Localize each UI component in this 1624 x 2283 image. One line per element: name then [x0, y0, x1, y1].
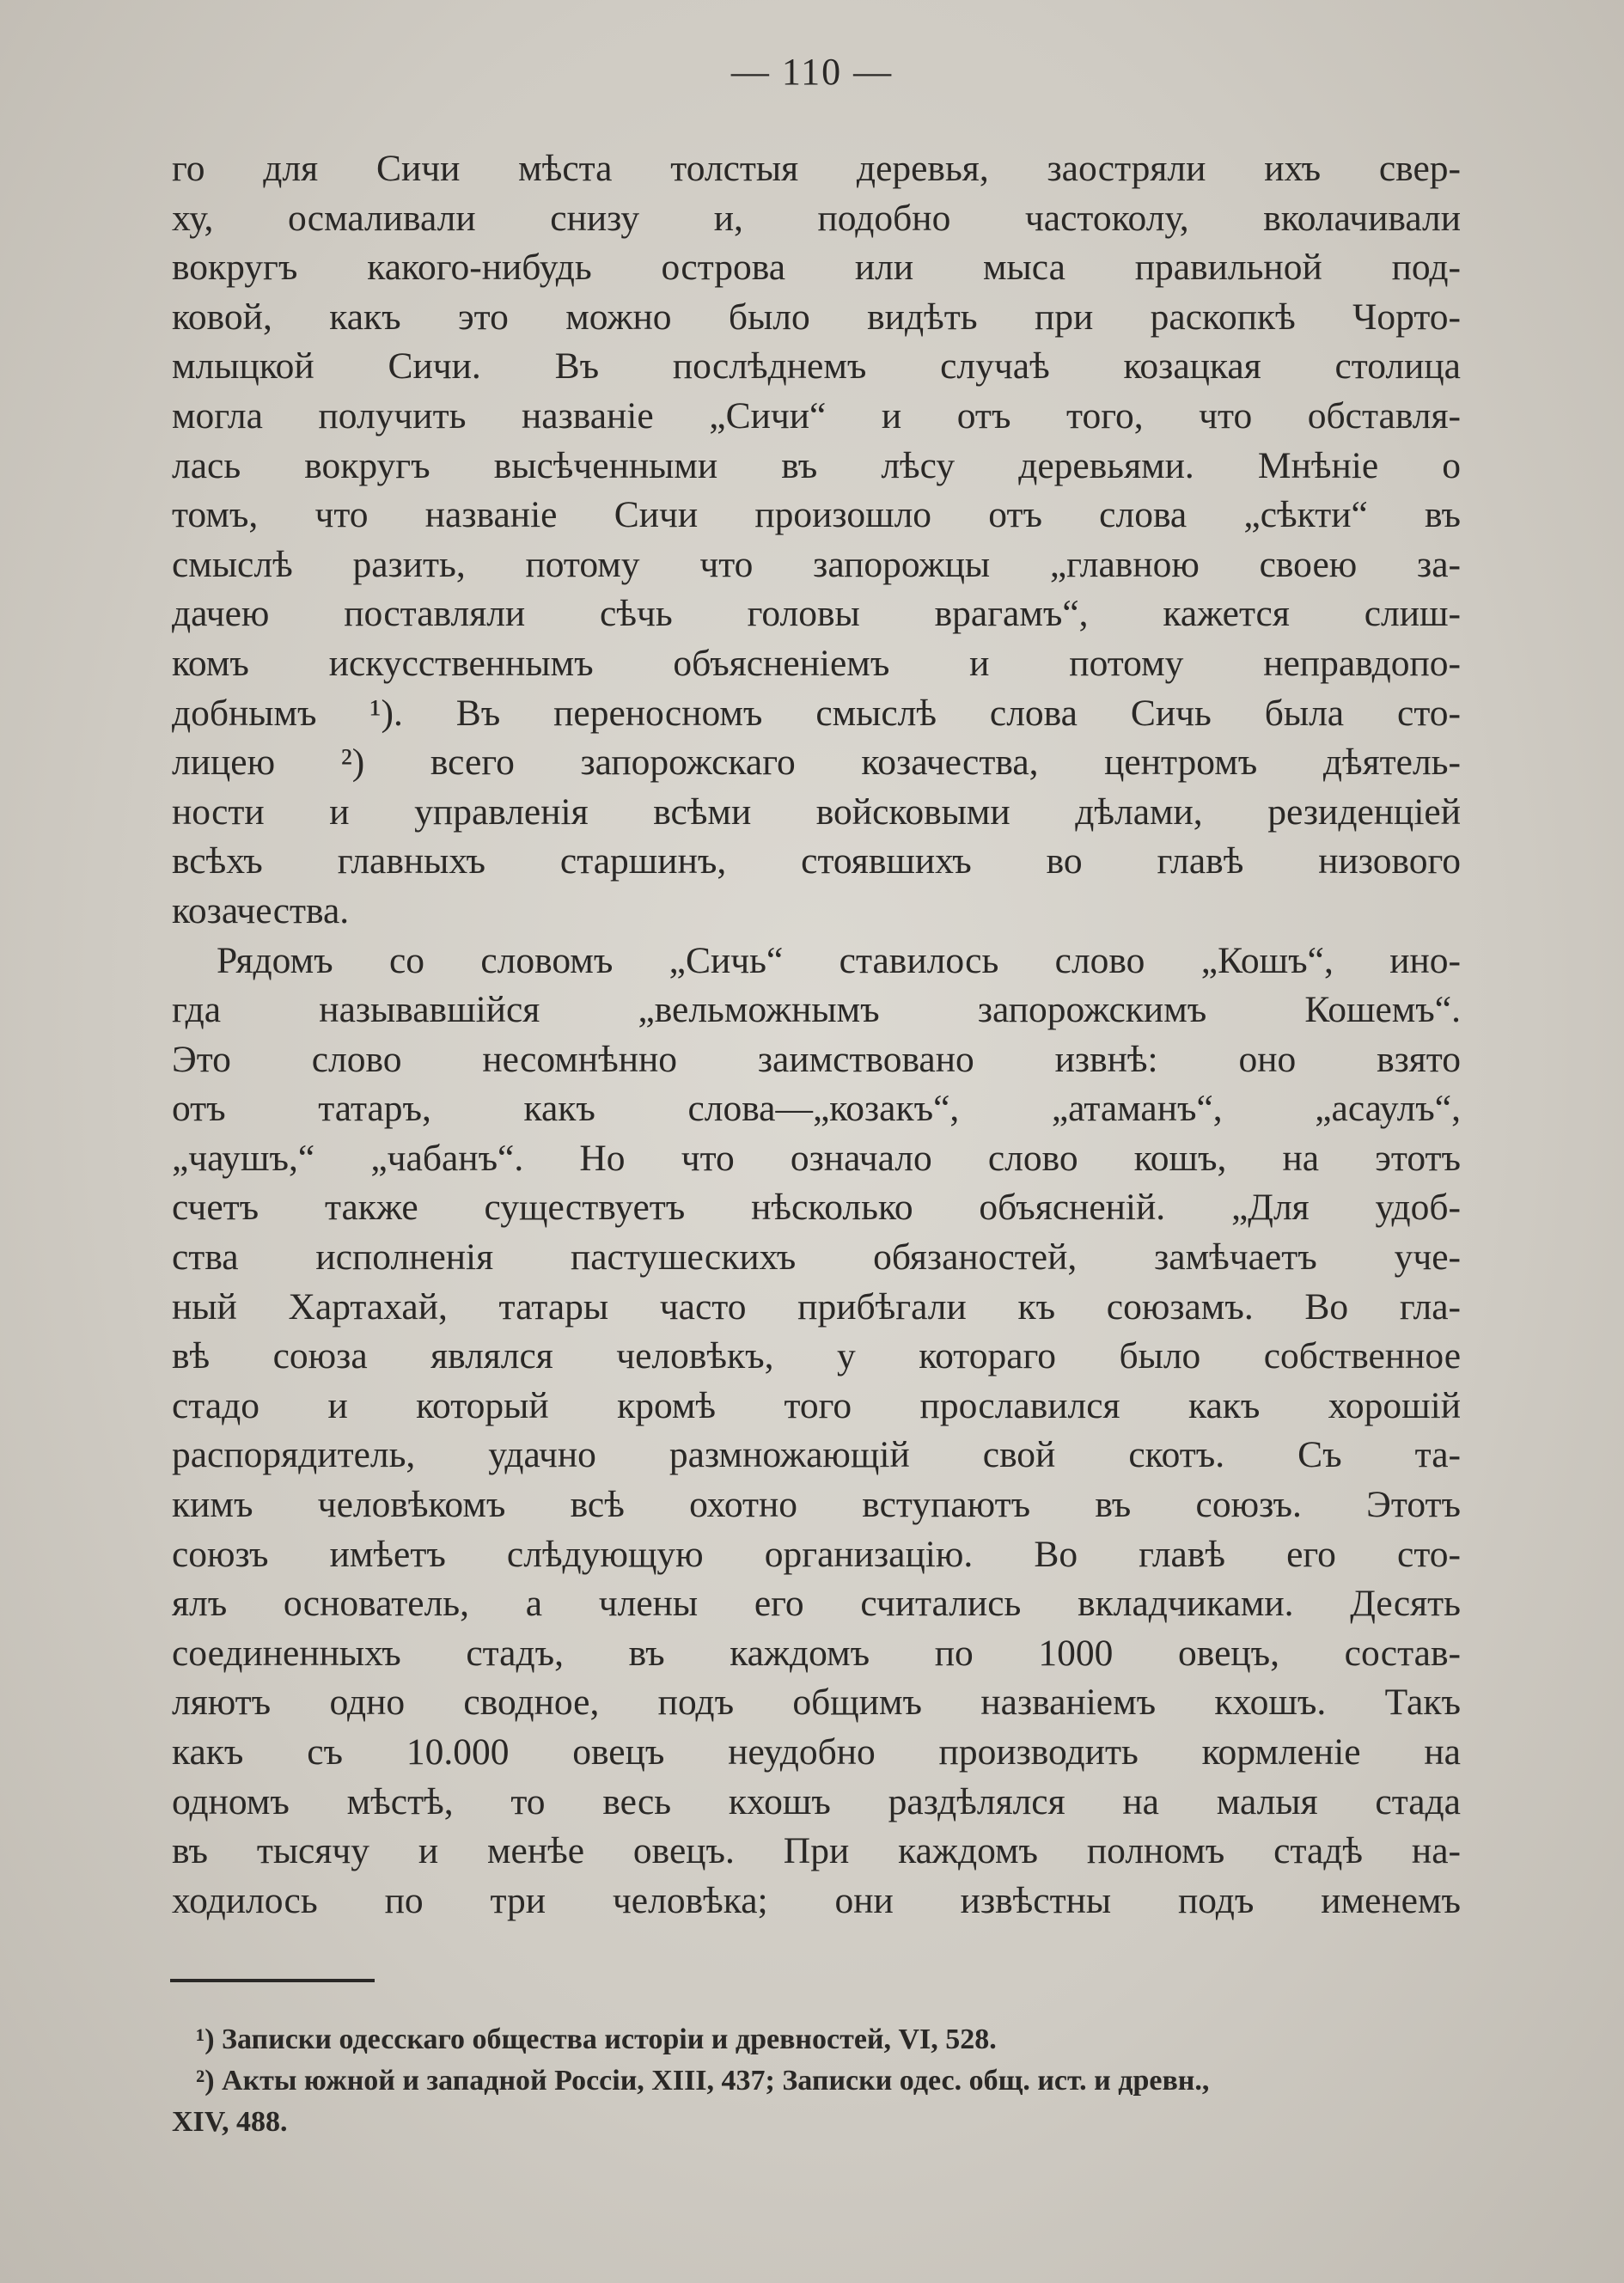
page-number: — 110 — [730, 51, 894, 93]
text-line: союзъ имѣетъ слѣдующую организацію. Во главѣ его сто- [172, 1533, 1461, 1575]
text-line: лась вокругъ высѣченными въ лѣсу деревьями. Мнѣніе о [172, 444, 1461, 486]
text-line: соединенныхъ стадъ, въ каждомъ по 1000 овецъ, состав- [172, 1632, 1461, 1674]
text-line: лицею ²) всего запорожскаго козачества, центромъ дѣятель- [172, 742, 1461, 784]
text-line: ковой, какъ это можно было видѣть при раскопкѣ Чорто- [172, 296, 1461, 338]
text-line: ялъ основатель, а члены его считались вкладчиками. Десять [172, 1583, 1461, 1625]
text-line: стадо и который кромѣ того прославился какъ хорошій [172, 1384, 1461, 1426]
text-line: ляютъ одно сводное, подъ общимъ названіемъ кхошъ. Такъ [172, 1682, 1461, 1724]
footnote-2-continuation: XIV, 488. [172, 2106, 288, 2138]
footnote-separator [170, 1979, 375, 1982]
text-line: млыцкой Сичи. Въ послѣднемъ случаѣ козацкая столица [172, 345, 1461, 388]
text-line: ходилось по три человѣка; они извѣстны подъ именемъ [172, 1879, 1461, 1921]
text-line: Это слово несомнѣнно заимствовано извнѣ: оно взято [172, 1038, 1461, 1080]
footnote-2: ²) Акты южной и западной Россіи, XIII, 437; Записки одес. общ. ист. и древн., [196, 2065, 1210, 2097]
text-line: комъ искусственнымъ объясненіемъ и потому неправдопо- [172, 642, 1461, 684]
text-line: какъ съ 10.000 овецъ неудобно производить кормленіе на [172, 1731, 1461, 1773]
footnote-1: ¹) Записки одесскаго общества исторіи и древностей, VI, 528. [196, 2024, 997, 2055]
text-line: отъ татаръ, какъ слова—„козакъ“, „атаманъ“, „асаулъ“, [172, 1088, 1461, 1130]
text-line: ху, осмаливали снизу и, подобно частоколу, вколачивали [172, 197, 1461, 239]
paragraph-start-line: Рядомъ со словомъ „Сичь“ ставилось слово „Кошъ“, ино- [217, 939, 1461, 981]
text-line: счетъ также существуетъ нѣсколько объясненій. „Для удоб- [172, 1187, 1461, 1229]
text-line: вокругъ какого-нибудь острова или мыса правильной под- [172, 247, 1461, 289]
text-line: распорядитель, удачно размножающій свой скотъ. Съ та- [172, 1434, 1461, 1476]
text-line: одномъ мѣстѣ, то весь кхошъ раздѣлялся на малыя стада [172, 1780, 1461, 1822]
text-line: ный Хартахай, татары часто прибѣгали къ союзамъ. Во гла- [172, 1285, 1461, 1328]
text-line: добнымъ ¹). Въ переносномъ смыслѣ слова Сичь была сто- [172, 692, 1461, 734]
text-line: всѣхъ главныхъ старшинъ, стоявшихъ во главѣ низового [172, 840, 1461, 882]
text-line: кимъ человѣкомъ всѣ охотно вступаютъ въ союзъ. Этотъ [172, 1484, 1461, 1526]
body-text [172, 144, 1461, 1926]
footnotes [172, 2019, 1461, 2143]
text-line: могла получить названіе „Сичи“ и отъ того, что обставля- [172, 394, 1461, 436]
text-line: дачею поставляли сѣчь головы врагамъ“, кажется слиш- [172, 593, 1461, 635]
text-line: въ тысячу и менѣе овецъ. При каждомъ полномъ стадѣ на- [172, 1830, 1461, 1872]
text-line: томъ, что названіе Сичи произошло отъ слова „сѣкти“ въ [172, 494, 1461, 536]
text-line: козачества. [172, 889, 350, 931]
text-line: смыслѣ разить, потому что запорожцы „главною своею за- [172, 543, 1461, 585]
text-line: го для Сичи мѣста толстыя деревья, заостряли ихъ свер- [172, 148, 1461, 189]
text-line: „чаушъ,“ „чабанъ“. Но что означало слово кошъ, на этотъ [172, 1137, 1461, 1179]
text-line: гда называвшійся „вельможнымъ запорожскимъ Кошемъ“. [172, 989, 1461, 1031]
text-line: вѣ союза являлся человѣкъ, у котораго было собственное [172, 1335, 1461, 1377]
text-line: ности и управленія всѣми войсковыми дѣлами, резиденціей [172, 791, 1461, 833]
text-line: ства исполненія пастушескихъ обязаностей, замѣчаетъ уче- [172, 1236, 1461, 1279]
